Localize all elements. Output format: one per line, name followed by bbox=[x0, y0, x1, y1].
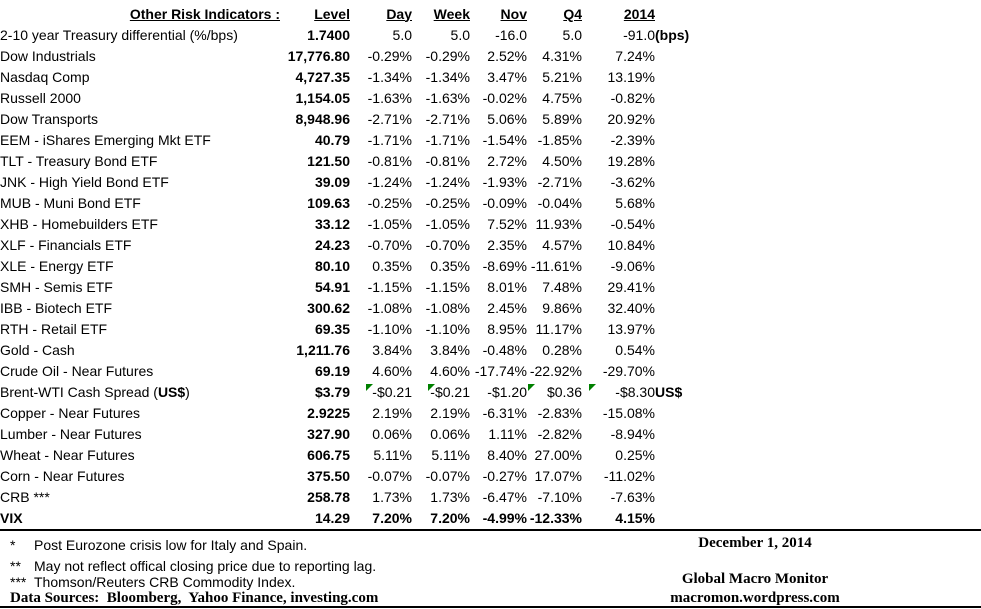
cell-y2014: 13.97% bbox=[607, 321, 655, 337]
cell-week: 0.06% bbox=[430, 426, 470, 442]
cell-day: -1.15% bbox=[367, 279, 412, 295]
row-unit-note bbox=[655, 172, 725, 193]
cell-y2014: -11.02% bbox=[603, 468, 655, 484]
row-unit-note bbox=[655, 67, 725, 88]
table-title: Other Risk Indicators : bbox=[129, 5, 280, 22]
row-unit-note bbox=[655, 487, 725, 508]
cell-week: -1.34% bbox=[425, 69, 470, 85]
row-label: MUB - Muni Bond ETF bbox=[0, 195, 141, 211]
cell-y2014: 0.54% bbox=[615, 342, 655, 358]
cell-y2014: -9.06% bbox=[610, 258, 655, 274]
cell-nov: -1.93% bbox=[482, 174, 527, 190]
row-label: Corn - Near Futures bbox=[0, 468, 125, 484]
row-label: Nasdaq Comp bbox=[0, 69, 90, 85]
cell-q4: $0.36 bbox=[527, 382, 582, 403]
cell-nov: -$1.20 bbox=[487, 384, 527, 400]
row-unit-note bbox=[655, 466, 725, 487]
cell-level: 69.35 bbox=[314, 321, 350, 337]
risk-indicators-table bbox=[0, 3, 725, 529]
row-unit-note bbox=[655, 277, 725, 298]
cell-level: 69.19 bbox=[314, 363, 350, 379]
footnote: ** May not reflect offical closing price due to reporting lag. bbox=[10, 558, 377, 574]
cell-q4: 5.89% bbox=[542, 111, 582, 127]
brand-url: macromon.wordpress.com bbox=[670, 590, 840, 606]
cell-q4: 11.93% bbox=[535, 216, 582, 232]
table-row bbox=[0, 487, 725, 508]
cell-week: 5.11% bbox=[431, 447, 470, 463]
table-row bbox=[0, 508, 725, 529]
cell-level: 109.63 bbox=[307, 195, 350, 211]
row-unit-note bbox=[655, 319, 725, 340]
cell-y2014: -3.62% bbox=[610, 174, 655, 190]
cell-y2014: -15.08% bbox=[602, 405, 655, 421]
cell-y2014: -7.63% bbox=[610, 489, 655, 505]
column-header-q4: Q4 bbox=[563, 5, 582, 22]
cell-nov: 1.11% bbox=[488, 426, 527, 442]
cell-q4: -2.83% bbox=[537, 405, 582, 421]
table-row bbox=[0, 256, 725, 277]
brand-name: Global Macro Monitor bbox=[681, 571, 829, 587]
row-label: Dow Industrials bbox=[0, 48, 96, 64]
cell-week: -1.15% bbox=[425, 279, 470, 295]
cell-y2014: -$8.30 bbox=[582, 382, 655, 403]
cell-level: 40.79 bbox=[314, 132, 350, 148]
cell-q4: -0.04% bbox=[537, 195, 582, 211]
row-label: Dow Transports bbox=[0, 111, 99, 127]
report-date: December 1, 2014 bbox=[698, 535, 812, 551]
cell-y2014: 4.15% bbox=[615, 510, 655, 526]
cell-level: $3.79 bbox=[314, 384, 350, 400]
cell-q4: -11.61% bbox=[530, 258, 582, 274]
footnote-marker: * bbox=[10, 537, 16, 553]
cell-level: 327.90 bbox=[307, 426, 350, 442]
table-row bbox=[0, 25, 725, 46]
cell-day: -0.25% bbox=[367, 195, 412, 211]
cell-y2014: 0.25% bbox=[615, 447, 655, 463]
cell-level: 33.12 bbox=[314, 216, 350, 232]
cell-nov: -0.02% bbox=[482, 90, 527, 106]
cell-week: -0.81% bbox=[425, 153, 470, 169]
divider-line-mid bbox=[0, 529, 981, 531]
cell-day: -0.29% bbox=[367, 48, 412, 64]
cell-q4: 4.31% bbox=[542, 48, 582, 64]
row-label: SMH - Semis ETF bbox=[0, 279, 113, 295]
column-header-nov: Nov bbox=[500, 5, 527, 22]
cell-y2014: 19.28% bbox=[607, 153, 655, 169]
cell-day: 3.84% bbox=[372, 342, 412, 358]
cell-day: 1.73% bbox=[372, 489, 412, 505]
cell-y2014: 13.19% bbox=[607, 69, 655, 85]
cell-day: -1.63% bbox=[367, 90, 412, 106]
table-row bbox=[0, 67, 725, 88]
cell-day: 4.60% bbox=[372, 363, 412, 379]
column-header-2014: 2014 bbox=[623, 5, 655, 22]
cell-level: 258.78 bbox=[307, 489, 350, 505]
cell-nov: -4.99% bbox=[482, 510, 527, 526]
cell-y2014: 10.84% bbox=[607, 237, 655, 253]
row-unit-note bbox=[655, 130, 725, 151]
cell-q4: 0.28% bbox=[542, 342, 582, 358]
cell-week: 4.60% bbox=[430, 363, 470, 379]
cell-y2014: -29.70% bbox=[602, 363, 655, 379]
row-label: XHB - Homebuilders ETF bbox=[0, 216, 158, 232]
cell-nov: 8.01% bbox=[487, 279, 527, 295]
cell-week: 1.73% bbox=[430, 489, 470, 505]
footnote-marker: *** bbox=[10, 574, 27, 590]
row-label: 2-10 year Treasury differential (%/bps) bbox=[0, 27, 238, 43]
cell-week: -0.25% bbox=[425, 195, 470, 211]
cell-day: 7.20% bbox=[372, 510, 412, 526]
table-row bbox=[0, 382, 725, 403]
cell-day: 0.35% bbox=[372, 258, 412, 274]
row-unit-note bbox=[655, 424, 725, 445]
cell-day: -1.24% bbox=[367, 174, 412, 190]
row-label: Copper - Near Futures bbox=[0, 405, 141, 421]
cell-y2014: -91.0 bbox=[623, 27, 655, 43]
cell-nov: -0.09% bbox=[482, 195, 527, 211]
cell-nov: -8.69% bbox=[482, 258, 527, 274]
cell-week: 2.19% bbox=[430, 405, 470, 421]
row-label: EEM - iShares Emerging Mkt ETF bbox=[0, 132, 211, 148]
row-label: IBB - Biotech ETF bbox=[0, 300, 113, 316]
table-row bbox=[0, 403, 725, 424]
row-unit-note bbox=[655, 109, 725, 130]
row-label: RTH - Retail ETF bbox=[0, 321, 108, 337]
cell-y2014: 29.41% bbox=[607, 279, 655, 295]
cell-day: -0.81% bbox=[367, 153, 412, 169]
cell-y2014: -8.94% bbox=[610, 426, 655, 442]
cell-nov: 2.35% bbox=[487, 237, 527, 253]
cell-day: 2.19% bbox=[372, 405, 412, 421]
table-row bbox=[0, 151, 725, 172]
comment-marker-icon bbox=[589, 384, 596, 391]
cell-y2014: 5.68% bbox=[615, 195, 655, 211]
cell-nov: -17.74% bbox=[474, 363, 527, 379]
column-header-level: Level bbox=[314, 5, 350, 22]
cell-day: -0.07% bbox=[367, 468, 412, 484]
comment-marker-icon bbox=[528, 384, 535, 391]
cell-week: -0.07% bbox=[425, 468, 470, 484]
row-unit-note bbox=[655, 508, 725, 529]
cell-week: 5.0 bbox=[450, 27, 470, 43]
table-row bbox=[0, 88, 725, 109]
cell-y2014: 32.40% bbox=[607, 300, 655, 316]
cell-q4: -1.85% bbox=[537, 132, 582, 148]
cell-q4: 5.0 bbox=[562, 27, 582, 43]
cell-level: 375.50 bbox=[307, 468, 350, 484]
row-label: Lumber - Near Futures bbox=[0, 426, 142, 442]
cell-level: 2.9225 bbox=[307, 405, 350, 421]
table-row bbox=[0, 46, 725, 67]
cell-level: 8,948.96 bbox=[295, 111, 350, 127]
cell-week: -2.71% bbox=[425, 111, 470, 127]
cell-day: -1.34% bbox=[367, 69, 412, 85]
comment-marker-icon bbox=[366, 384, 373, 391]
cell-level: 1.7400 bbox=[307, 27, 350, 43]
cell-week: -0.29% bbox=[425, 48, 470, 64]
cell-day: 0.06% bbox=[372, 426, 412, 442]
row-label: JNK - High Yield Bond ETF bbox=[0, 174, 169, 190]
cell-nov: 2.45% bbox=[487, 300, 527, 316]
cell-day: -1.71% bbox=[367, 132, 412, 148]
cell-level: 1,154.05 bbox=[295, 90, 350, 106]
row-label: XLE - Energy ETF bbox=[0, 258, 114, 274]
risk-table-body bbox=[0, 25, 725, 529]
row-label: Russell 2000 bbox=[0, 90, 81, 106]
cell-level: 80.10 bbox=[314, 258, 350, 274]
cell-q4: 5.21% bbox=[542, 69, 582, 85]
cell-nov: -16.0 bbox=[495, 27, 527, 43]
cell-nov: -6.31% bbox=[482, 405, 527, 421]
table-row bbox=[0, 172, 725, 193]
column-header-day: Day bbox=[386, 5, 412, 22]
table-row bbox=[0, 340, 725, 361]
cell-q4: 9.86% bbox=[542, 300, 582, 316]
cell-q4: -7.10% bbox=[537, 489, 582, 505]
divider-line-bottom bbox=[0, 606, 981, 608]
cell-nov: 8.95% bbox=[487, 321, 527, 337]
row-label: VIX bbox=[0, 510, 23, 526]
cell-nov: 2.52% bbox=[487, 48, 527, 64]
cell-nov: -1.54% bbox=[482, 132, 527, 148]
row-label: Wheat - Near Futures bbox=[0, 447, 135, 463]
cell-week: -1.10% bbox=[425, 321, 470, 337]
cell-week: -1.63% bbox=[425, 90, 470, 106]
cell-q4: -2.82% bbox=[537, 426, 582, 442]
footnote: * Post Eurozone crisis low for Italy and Spain. bbox=[10, 537, 308, 553]
row-label: TLT - Treasury Bond ETF bbox=[0, 153, 158, 169]
cell-nov: 3.47% bbox=[487, 69, 527, 85]
cell-day: -1.05% bbox=[367, 216, 412, 232]
cell-q4: -2.71% bbox=[537, 174, 582, 190]
cell-q4: -12.33% bbox=[529, 510, 582, 526]
footer-right bbox=[615, 535, 895, 607]
row-label: Brent-WTI Cash Spread (US$) bbox=[0, 384, 190, 400]
table-row bbox=[0, 193, 725, 214]
footnote: *** Thomson/Reuters CRB Commodity Index. bbox=[10, 574, 296, 590]
cell-y2014: -0.82% bbox=[610, 90, 655, 106]
row-unit-note: (bps) bbox=[655, 27, 690, 43]
cell-level: 300.62 bbox=[307, 300, 350, 316]
table-row bbox=[0, 277, 725, 298]
table-row bbox=[0, 298, 725, 319]
cell-week: -1.24% bbox=[425, 174, 470, 190]
table-row bbox=[0, 235, 725, 256]
cell-day: -0.70% bbox=[367, 237, 412, 253]
table-row bbox=[0, 130, 725, 151]
row-label: Crude Oil - Near Futures bbox=[0, 363, 154, 379]
cell-nov: 5.06% bbox=[487, 111, 527, 127]
row-unit-note bbox=[655, 256, 725, 277]
cell-week: -1.05% bbox=[425, 216, 470, 232]
row-unit-note bbox=[655, 361, 725, 382]
cell-week: -1.71% bbox=[425, 132, 470, 148]
row-label: CRB *** bbox=[0, 489, 50, 505]
cell-y2014: 20.92% bbox=[607, 111, 655, 127]
cell-level: 54.91 bbox=[314, 279, 350, 295]
cell-week: -1.08% bbox=[425, 300, 470, 316]
cell-day: -$0.21 bbox=[350, 382, 412, 403]
comment-marker-icon bbox=[428, 384, 435, 391]
row-unit-note bbox=[655, 445, 725, 466]
cell-nov: 2.72% bbox=[487, 153, 527, 169]
cell-y2014: -2.39% bbox=[610, 132, 655, 148]
cell-week: 0.35% bbox=[430, 258, 470, 274]
row-unit-note bbox=[655, 193, 725, 214]
cell-q4: 4.75% bbox=[542, 90, 582, 106]
cell-day: -1.08% bbox=[367, 300, 412, 316]
cell-q4: 17.07% bbox=[534, 468, 582, 484]
cell-week: -$0.21 bbox=[412, 382, 470, 403]
row-unit-note bbox=[655, 403, 725, 424]
cell-nov: 8.40% bbox=[487, 447, 527, 463]
cell-level: 4,727.35 bbox=[295, 69, 350, 85]
cell-day: 5.11% bbox=[373, 447, 412, 463]
cell-q4: 11.17% bbox=[535, 321, 582, 337]
row-unit-note bbox=[655, 88, 725, 109]
table-row bbox=[0, 361, 725, 382]
column-header-week: Week bbox=[433, 5, 470, 22]
cell-nov: -6.47% bbox=[482, 489, 527, 505]
row-unit-note bbox=[655, 46, 725, 67]
cell-nov: 7.52% bbox=[487, 216, 527, 232]
table-row bbox=[0, 214, 725, 235]
footnote-marker: ** bbox=[10, 558, 21, 574]
cell-week: 7.20% bbox=[430, 510, 470, 526]
footnotes bbox=[10, 537, 376, 590]
data-sources-line: Data Sources: Bloomberg, Yahoo Finance, investing.com bbox=[10, 590, 379, 606]
cell-week: 3.84% bbox=[430, 342, 470, 358]
cell-day: 5.0 bbox=[392, 27, 412, 43]
table-row bbox=[0, 319, 725, 340]
cell-level: 121.50 bbox=[307, 153, 350, 169]
table-row bbox=[0, 109, 725, 130]
row-label: Gold - Cash bbox=[0, 342, 75, 358]
cell-day: -2.71% bbox=[367, 111, 412, 127]
cell-level: 39.09 bbox=[314, 174, 350, 190]
cell-q4: 27.00% bbox=[534, 447, 582, 463]
column-header-spacer bbox=[655, 3, 725, 25]
cell-q4: 4.50% bbox=[542, 153, 582, 169]
table-row bbox=[0, 424, 725, 445]
cell-q4: -22.92% bbox=[529, 363, 582, 379]
cell-y2014: 7.24% bbox=[615, 48, 655, 64]
row-unit-note bbox=[655, 214, 725, 235]
cell-level: 17,776.80 bbox=[287, 48, 350, 64]
row-label: XLF - Financials ETF bbox=[0, 237, 132, 253]
cell-level: 606.75 bbox=[307, 447, 350, 463]
cell-level: 14.29 bbox=[314, 510, 350, 526]
cell-q4: 7.48% bbox=[542, 279, 582, 295]
row-unit-note bbox=[655, 298, 725, 319]
cell-level: 24.23 bbox=[314, 237, 350, 253]
row-unit-note bbox=[655, 340, 725, 361]
cell-level: 1,211.76 bbox=[296, 342, 350, 358]
table-row bbox=[0, 466, 725, 487]
row-unit-note: US$ bbox=[655, 384, 683, 400]
row-unit-note bbox=[655, 151, 725, 172]
table-row bbox=[0, 445, 725, 466]
cell-y2014: -0.54% bbox=[610, 216, 655, 232]
table-header-row bbox=[0, 3, 725, 25]
row-unit-note bbox=[655, 235, 725, 256]
cell-nov: -0.48% bbox=[482, 342, 527, 358]
cell-week: -0.70% bbox=[425, 237, 470, 253]
cell-day: -1.10% bbox=[367, 321, 412, 337]
cell-q4: 4.57% bbox=[542, 237, 582, 253]
cell-nov: -0.27% bbox=[482, 468, 527, 484]
